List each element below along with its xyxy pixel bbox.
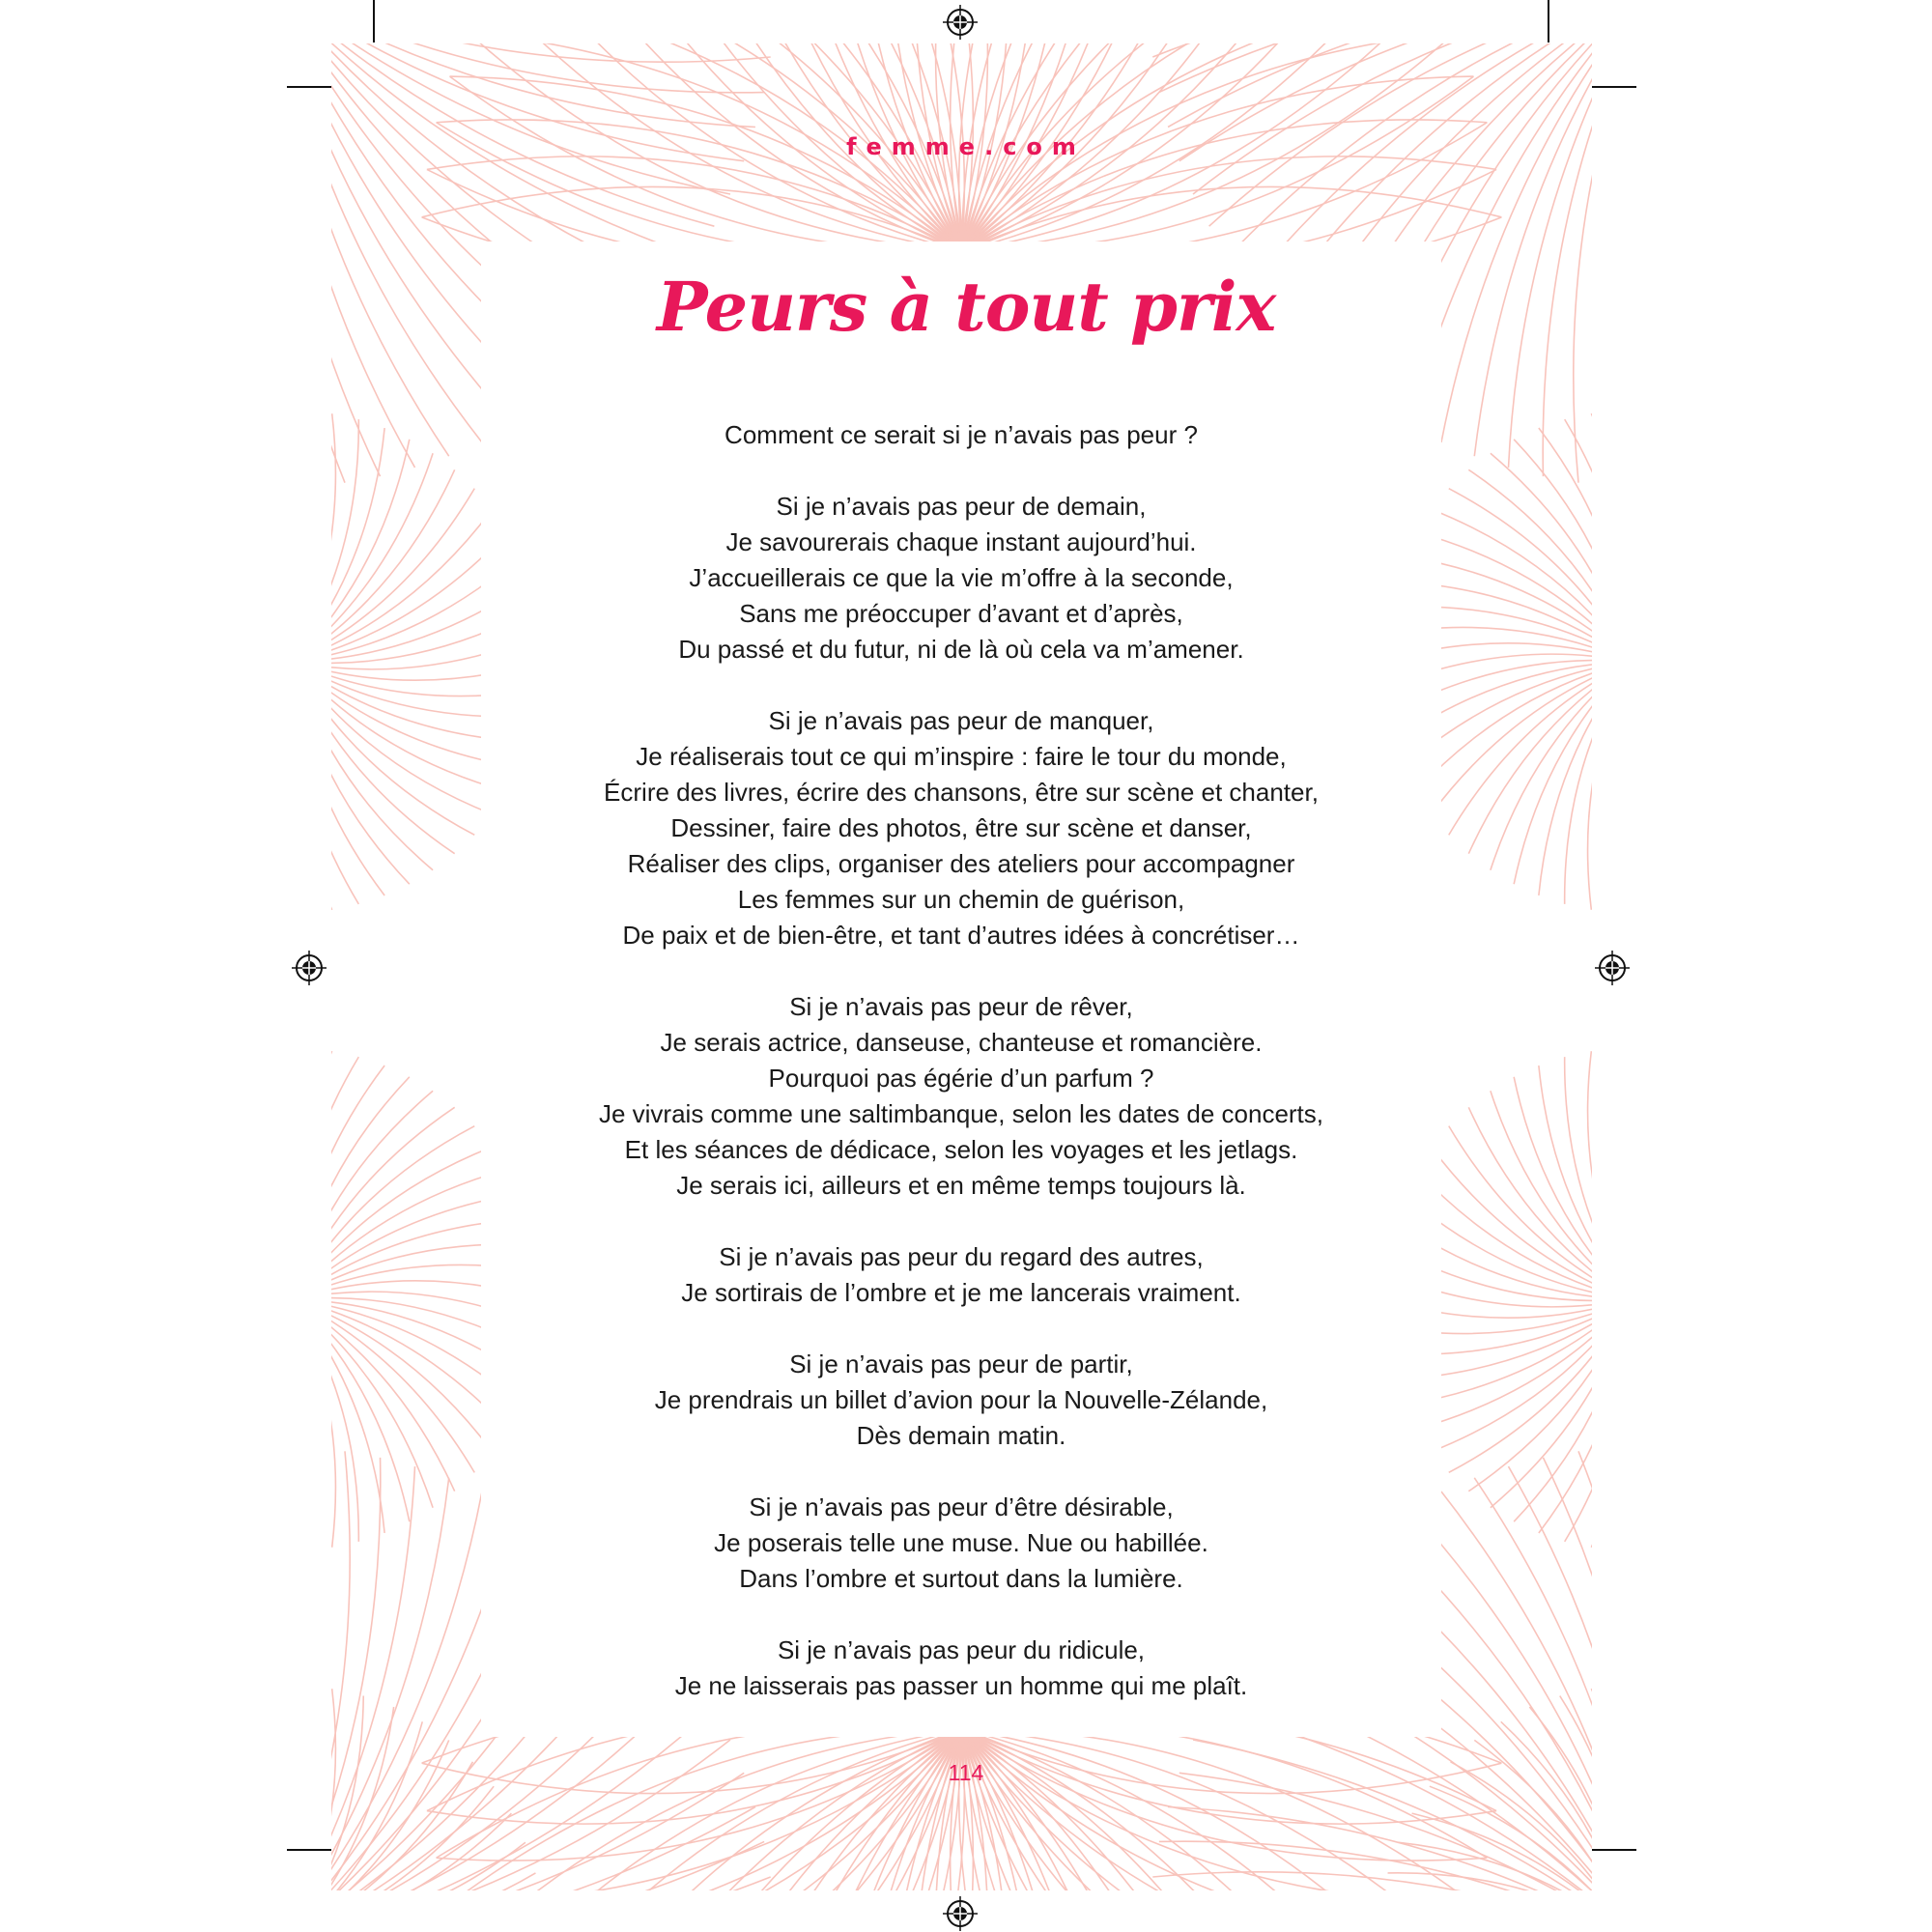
poem-line: Écrire des livres, écrire des chansons, être sur scène et chanter, (604, 778, 1319, 807)
stanza (481, 1347, 1441, 1454)
page-number: 114 (948, 1760, 984, 1785)
poem-line: Sans me préoccuper d’avant et d’après, (739, 599, 1183, 628)
poem-line: Si je n’avais pas peur du regard des autres, (719, 1242, 1204, 1271)
poem-line: Si je n’avais pas peur de partir, (789, 1350, 1133, 1378)
stanza (481, 1490, 1441, 1597)
poem-line: Dans l’ombre et surtout dans la lumière. (739, 1564, 1183, 1593)
poem-line: Je réaliserais tout ce qui m’inspire : faire le tour du monde, (636, 742, 1287, 771)
poem-line: Je sortirais de l’ombre et je me lancerais vraiment. (681, 1278, 1241, 1307)
poem-line: Réaliser des clips, organiser des ateliers pour accompagner (627, 849, 1295, 878)
stanza (481, 417, 1441, 453)
poem-line: Je savourerais chaque instant aujourd’hui. (725, 527, 1197, 556)
crop-mark (1592, 86, 1636, 88)
stanza (481, 1633, 1441, 1704)
poem-title: Peurs à tout prix (656, 267, 1276, 347)
poem-line: Je prendrais un billet d’avion pour la Nouvelle-Zélande, (654, 1385, 1268, 1414)
poem-line: Les femmes sur un chemin de guérison, (737, 885, 1185, 914)
poem-line: Comment ce serait si je n’avais pas peur ? (724, 420, 1198, 449)
running-header: femme.com (846, 133, 1086, 160)
poem-line: Si je n’avais pas peur de rêver, (789, 992, 1133, 1021)
registration-mark-icon (1593, 949, 1632, 987)
stanza (481, 989, 1441, 1204)
poem-line: Dessiner, faire des photos, être sur scène et danser, (670, 813, 1252, 842)
poem-line: Si je n’avais pas peur de demain, (776, 492, 1147, 521)
poem-line: J’accueillerais ce que la vie m’offre à la seconde, (689, 563, 1234, 592)
poem-line: Je vivrais comme une saltimbanque, selon les dates de concerts, (598, 1099, 1324, 1128)
poem-line: De paix et de bien-être, et tant d’autres idées à concrétiser… (622, 921, 1300, 950)
registration-mark-icon (941, 1894, 980, 1932)
crop-mark (373, 0, 375, 43)
poem-line: Du passé et du futur, ni de là où cela va m’amener. (678, 635, 1244, 664)
poem-body (481, 417, 1441, 1740)
poem-line: Je serais actrice, danseuse, chanteuse et romancière. (660, 1028, 1263, 1057)
crop-mark (1548, 0, 1549, 43)
poem-line: Si je n’avais pas peur de manquer, (768, 706, 1154, 735)
poem-line: Et les séances de dédicace, selon les voyages et les jetlags. (624, 1135, 1298, 1164)
crop-mark (287, 86, 331, 88)
poem-line: Je serais ici, ailleurs et en même temps toujours là. (676, 1171, 1246, 1200)
poem-line: Si je n’avais pas peur du ridicule, (777, 1635, 1146, 1664)
poem-line: Pourquoi pas égérie d’un parfum ? (768, 1064, 1154, 1093)
stanza (481, 703, 1441, 953)
poem-line: Dès demain matin. (856, 1421, 1066, 1450)
crop-mark (287, 1849, 331, 1851)
poem-line: Je poserais telle une muse. Nue ou habillée. (714, 1528, 1208, 1557)
stanza (481, 1239, 1441, 1311)
poem-line: Si je n’avais pas peur d’être désirable, (749, 1492, 1174, 1521)
poem-line: Je ne laisserais pas passer un homme qui me plaît. (674, 1671, 1248, 1700)
crop-mark (1592, 1849, 1636, 1851)
registration-mark-icon (941, 3, 980, 42)
registration-mark-icon (290, 949, 328, 987)
stanza (481, 489, 1441, 668)
